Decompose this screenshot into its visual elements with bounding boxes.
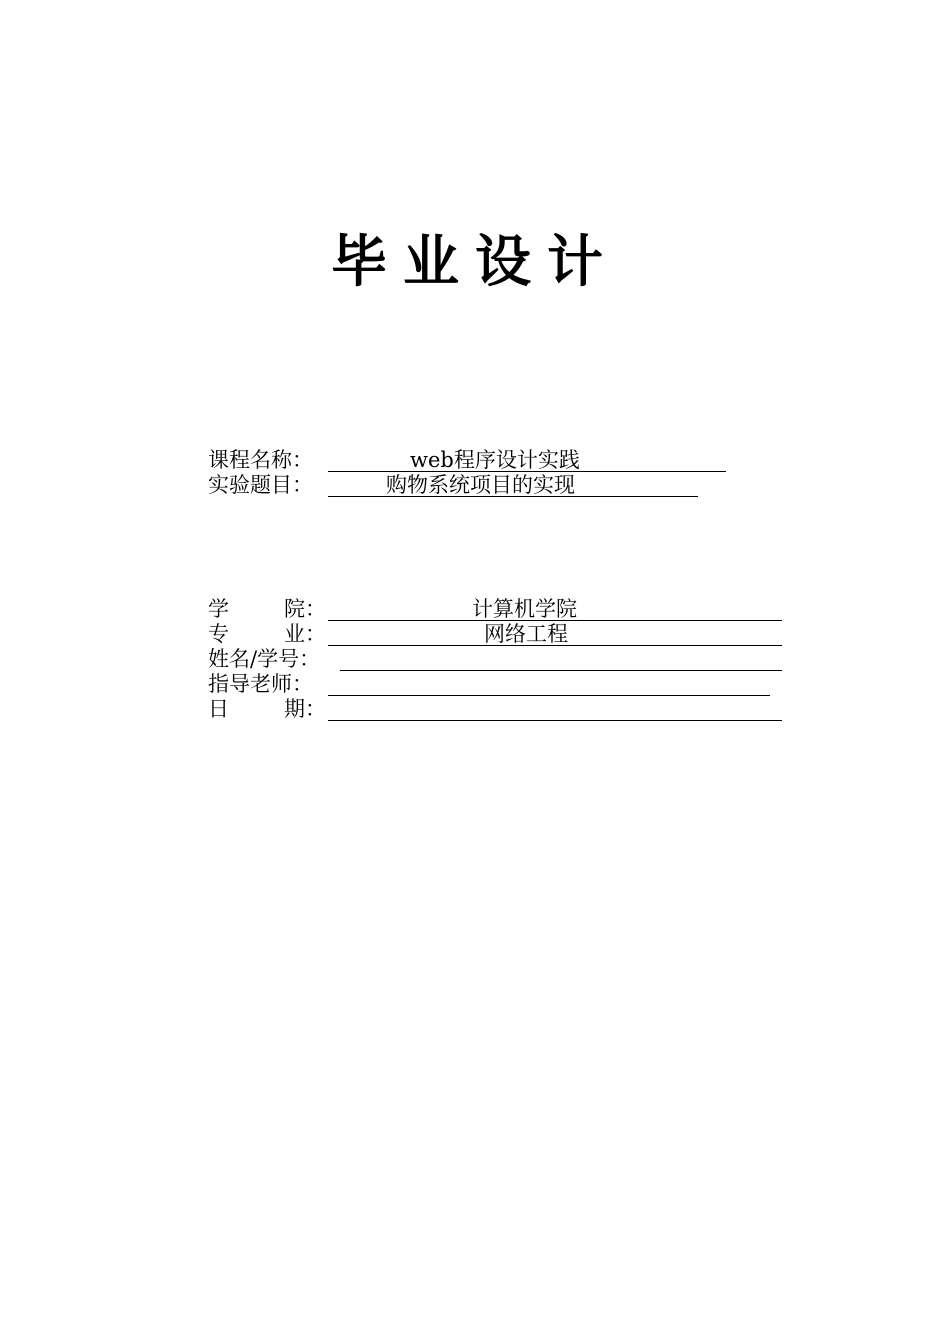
course-field — [328, 447, 726, 472]
document-title: 毕业设计 — [331, 229, 619, 295]
major-label-part2: 业： — [284, 622, 326, 646]
topic-value: 购物系统项目的实现 — [386, 473, 575, 497]
student-field — [340, 646, 782, 671]
date-label-part1: 日 — [208, 697, 229, 721]
course-value: web程序设计实践 — [410, 448, 580, 472]
date-label-part2: 期： — [284, 697, 326, 721]
college-field — [328, 596, 782, 621]
advisor-label: 指导老师： — [208, 672, 313, 696]
date-field — [328, 696, 782, 721]
major-value: 网络工程 — [484, 622, 568, 646]
college-label — [208, 596, 326, 622]
college-label-part2: 院： — [284, 597, 326, 621]
college-value: 计算机学院 — [472, 597, 577, 621]
date-label — [208, 696, 326, 722]
major-field — [328, 621, 782, 646]
college-label-part1: 学 — [208, 597, 229, 621]
topic-field — [328, 472, 698, 497]
major-label — [208, 621, 326, 647]
student-label: 姓名/学号： — [208, 647, 321, 671]
topic-label: 实验题目： — [208, 473, 313, 497]
major-label-part1: 专 — [208, 622, 229, 646]
advisor-field — [328, 671, 770, 696]
course-label: 课程名称： — [208, 448, 313, 472]
